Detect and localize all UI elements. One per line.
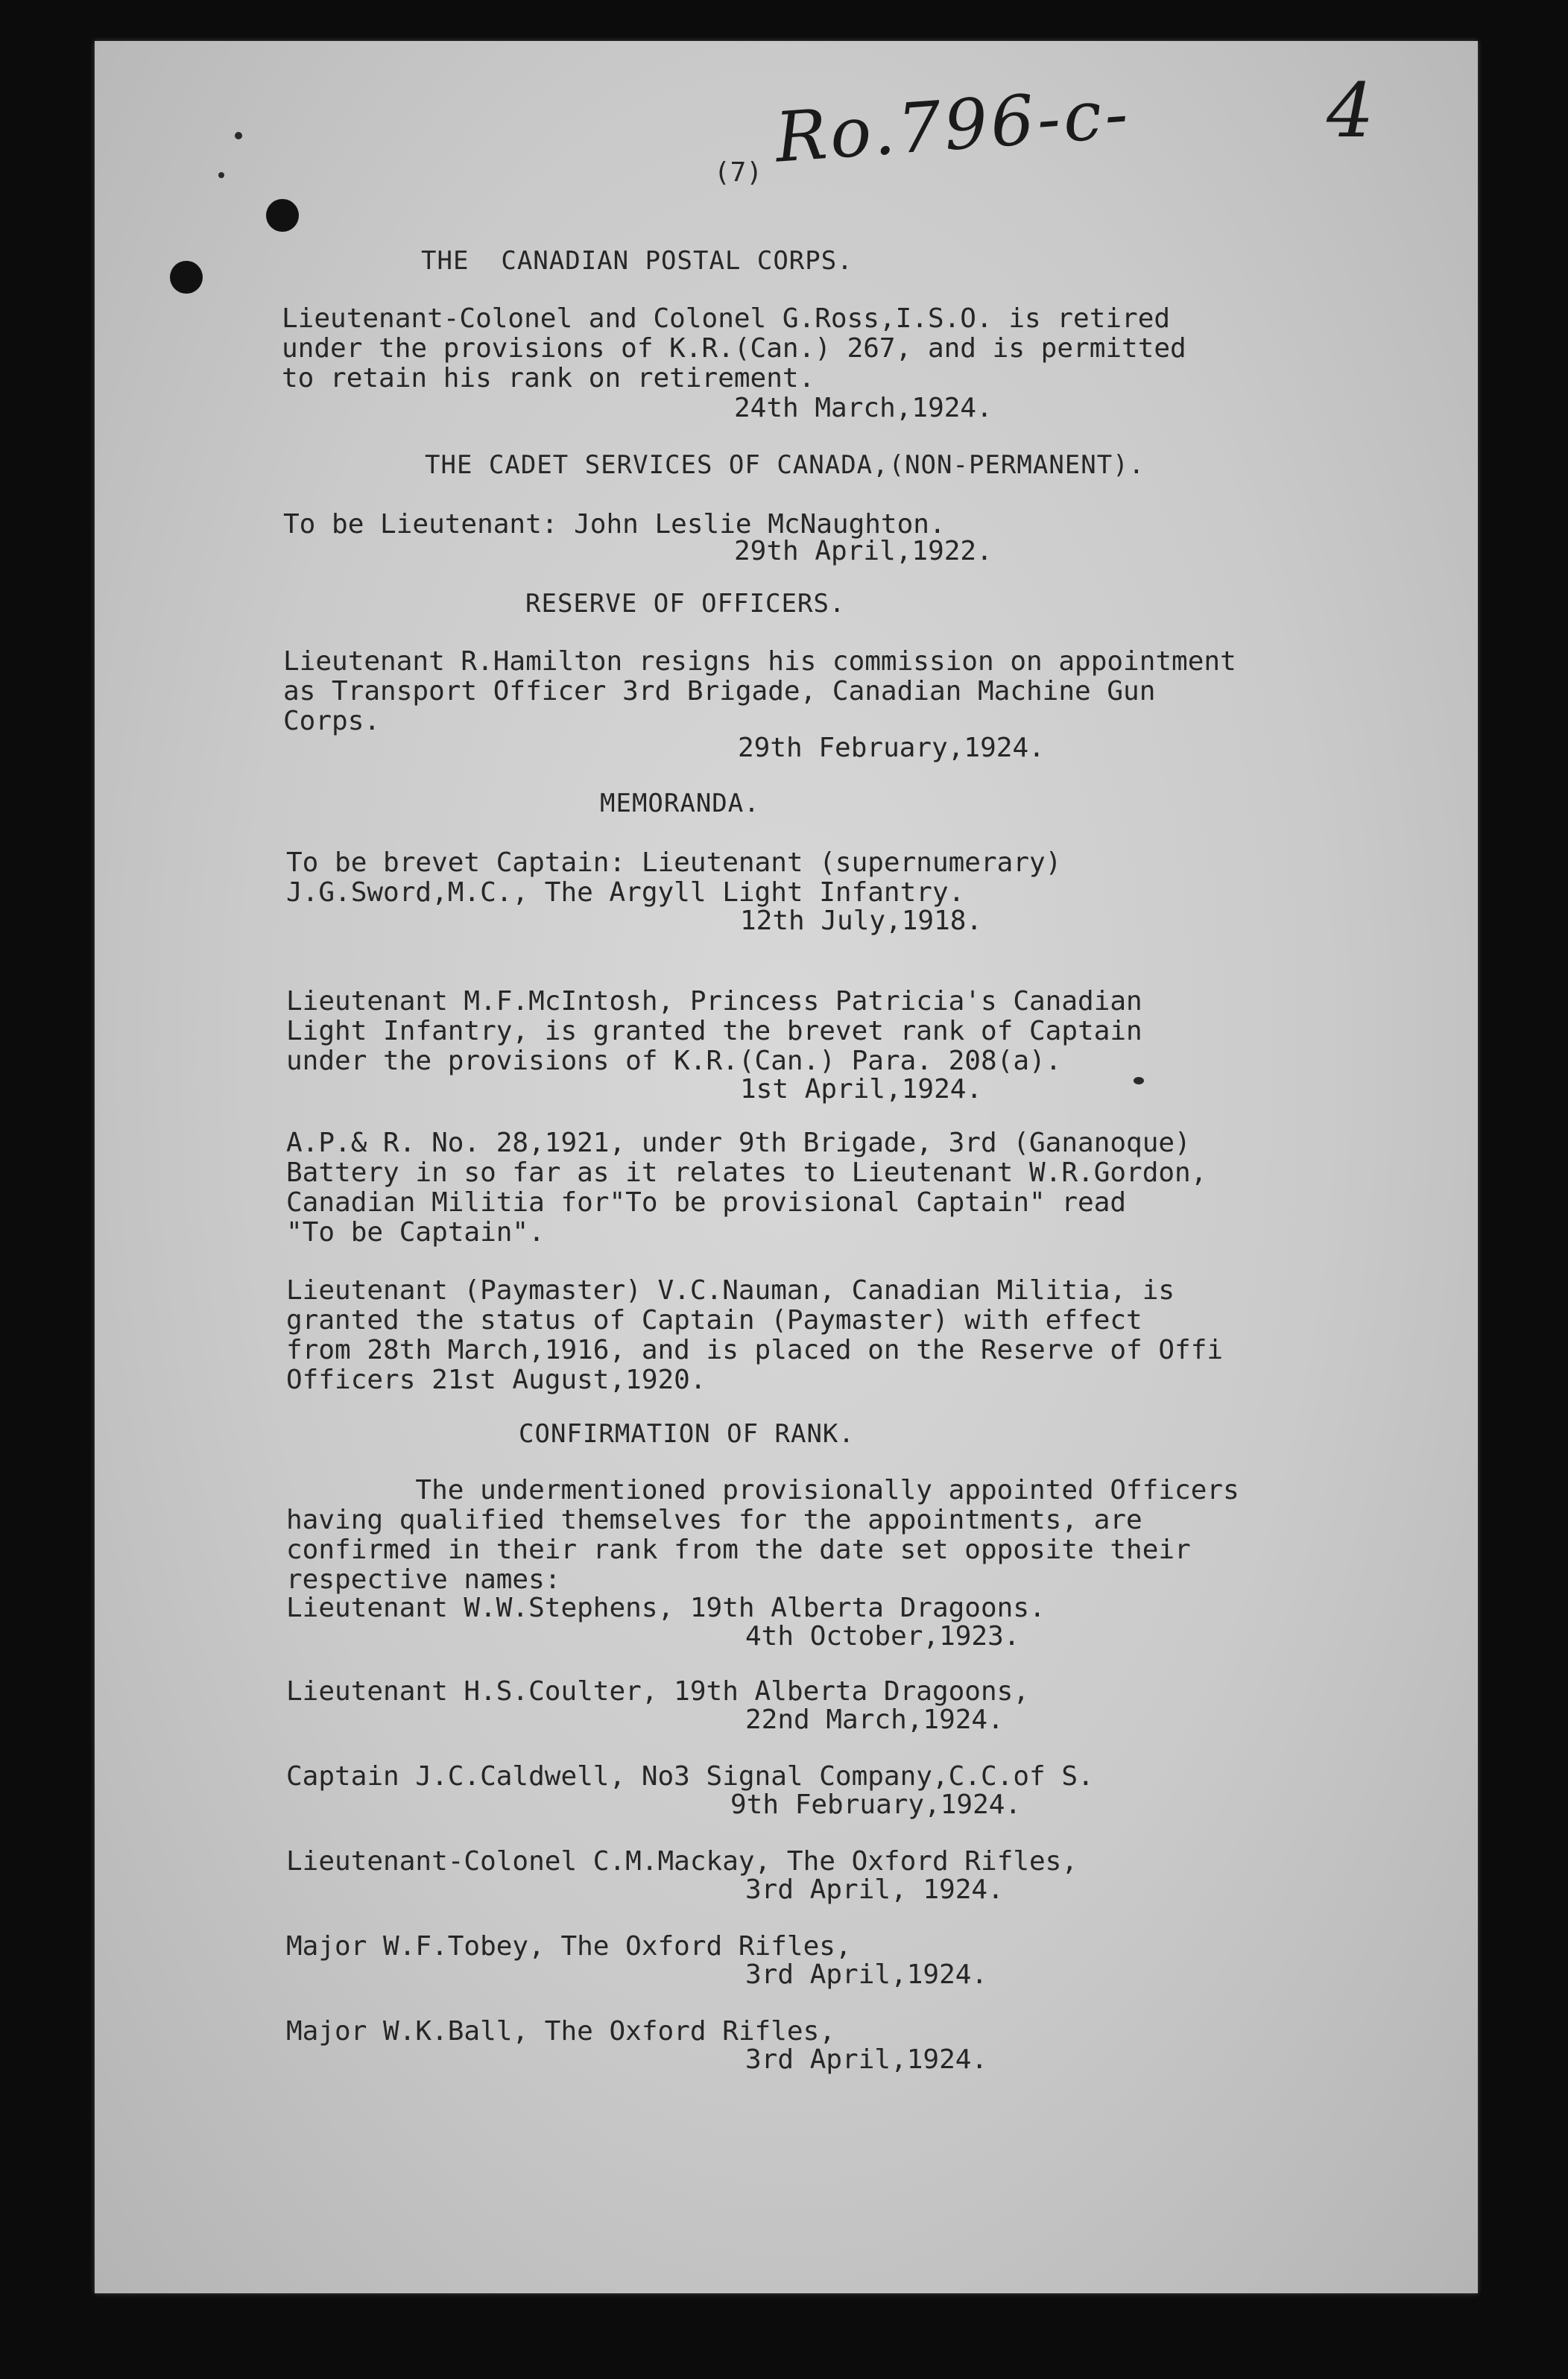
ink-mark-side xyxy=(218,172,224,178)
confirmation-entry-date: 22nd March,1924. xyxy=(745,1705,1004,1735)
ink-mark-mid xyxy=(1134,1077,1144,1084)
entry-postal-ross: Lieutenant-Colonel and Colonel G.Ross,I.S.O. is retired under the provisions of K.R.(Can.) 267, and is permitted to retain his rank on retirement. xyxy=(282,303,1186,394)
confirmation-entry-name: Major W.K.Ball, The Oxford Rifles, xyxy=(286,2016,835,2047)
confirmation-entry-name: Lieutenant-Colonel C.M.Mackay, The Oxford Rifles, xyxy=(286,1846,1078,1877)
entry-reserve-hamilton: Lieutenant R.Hamilton resigns his commission on appointment as Transport Officer 3rd Brigade, Canadian Machine Gun Corps. xyxy=(283,646,1236,736)
date-reserve: 29th February,1924. xyxy=(738,733,1045,763)
confirmation-entry-name: Lieutenant H.S.Coulter, 19th Alberta Dragoons, xyxy=(286,1676,1029,1707)
page-number: (7) xyxy=(714,157,763,188)
heading-reserve-of-officers: RESERVE OF OFFICERS. xyxy=(525,589,846,619)
date-cadet: 29th April,1922. xyxy=(734,536,993,566)
confirmation-entry-date: 3rd April,1924. xyxy=(745,2044,988,2075)
date-postal: 24th March,1924. xyxy=(734,393,993,423)
confirmation-entry-date: 3rd April, 1924. xyxy=(745,1874,1004,1905)
confirmation-entry-name: Lieutenant W.W.Stephens, 19th Alberta Dragoons. xyxy=(286,1593,1046,1623)
confirmation-entry-date: 9th February,1924. xyxy=(730,1789,1022,1820)
confirmation-entry-date: 3rd April,1924. xyxy=(745,1959,988,1990)
entry-memoranda-mcintosh: Lieutenant M.F.McIntosh, Princess Patricia's Canadian Light Infantry, is granted the brevet rank of Captain under the provisions of K.R.(Can.) Para. 208(a). xyxy=(286,986,1142,1076)
entry-memoranda-sword: To be brevet Captain: Lieutenant (supernumerary) J.G.Sword,M.C., The Argyll Light Infantry. xyxy=(286,847,1062,908)
confirmation-entry-date: 4th October,1923. xyxy=(745,1621,1020,1652)
date-memoranda-sword: 12th July,1918. xyxy=(740,906,983,936)
handwritten-reference-number: Ro.796-c- xyxy=(772,73,1134,178)
heading-cadet-services: THE CADET SERVICES OF CANADA,(NON-PERMANENT). xyxy=(425,450,1145,480)
confirmation-entry-name: Major W.F.Tobey, The Oxford Rifles, xyxy=(286,1931,852,1962)
heading-memoranda: MEMORANDA. xyxy=(600,789,760,818)
heading-confirmation-of-rank: CONFIRMATION OF RANK. xyxy=(519,1419,855,1449)
entry-memoranda-nauman: Lieutenant (Paymaster) V.C.Nauman, Canadian Militia, is granted the status of Captain (Paymaster) with effect from 28th March,1916, and is placed on the Reserve of Offi Officers 21st August,1920. xyxy=(286,1275,1224,1395)
punch-hole-lower xyxy=(170,261,203,294)
punch-hole-upper xyxy=(266,199,299,232)
entry-cadet-mcnaughton: To be Lieutenant: John Leslie McNaughton. xyxy=(283,509,946,540)
date-memoranda-mcintosh: 1st April,1924. xyxy=(740,1074,983,1105)
ink-mark-top xyxy=(235,132,242,139)
handwritten-folio-number: 4 xyxy=(1327,67,1374,154)
confirmation-entry-name: Captain J.C.Caldwell, No3 Signal Company,C.C.of S. xyxy=(286,1761,1094,1792)
confirmation-intro: The undermentioned provisionally appointed Officers having qualified themselves for the appointments, are confirmed in their rank from the date set opposite their respective names: xyxy=(286,1475,1239,1595)
entry-memoranda-gordon: A.P.& R. No. 28,1921, under 9th Brigade, 3rd (Gananoque) Battery in so far as it relates to Lieutenant W.R.Gordon, Canadian Militia for"To be provisional Captain" read "To be Captain". xyxy=(286,1128,1207,1248)
heading-postal-corps: THE CANADIAN POSTAL CORPS. xyxy=(421,246,853,276)
